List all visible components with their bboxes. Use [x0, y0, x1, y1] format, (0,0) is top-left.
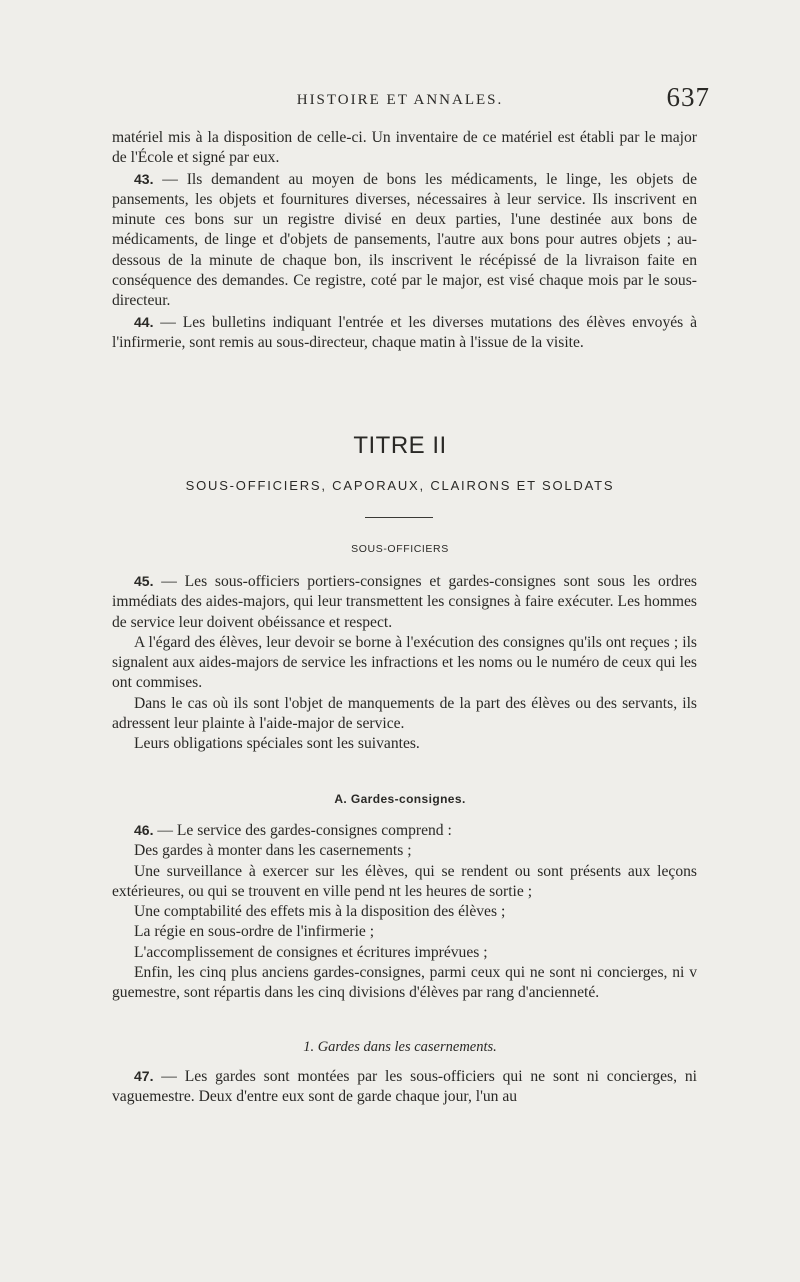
paragraph-text: — Le service des gardes-consignes comprend : — [153, 822, 452, 839]
page-header — [0, 82, 800, 120]
subsection-heading: A. Gardes-consignes. — [334, 792, 466, 806]
article-number: 44. — [134, 313, 154, 330]
text-block-infirmerie — [112, 128, 697, 353]
paragraph-46 — [112, 820, 697, 841]
list-item: Une surveillance à exercer sur les élèves, qui se rendent ou sont présents aux leçons extérieures, ou qui se trouvent en ville pend nt les heures de sortie ; — [112, 862, 697, 900]
list-item: Une comptabilité des effets mis à la disposition des élèves ; — [134, 903, 506, 921]
text-block-gardes-consignes — [112, 820, 697, 1004]
paragraph-43 — [112, 169, 697, 312]
paragraph: A l'égard des élèves, leur devoir se borne à l'exécution des consignes qu'ils ont reçues ; ils signalent aux aides-majors de service les infractions et les noms ou le numéro de ceux qui les ont commises. — [112, 633, 697, 692]
paragraph-44 — [112, 312, 697, 354]
article-number: 47. — [134, 1068, 154, 1084]
running-head: HISTOIRE ET ANNALES. — [296, 92, 504, 108]
list-item: Des gardes à monter dans les casernements ; — [134, 842, 412, 860]
section-subtitle: SOUS-OFFICIERS, CAPORAUX, CLAIRONS ET SOLDATS — [185, 478, 615, 493]
text-block-gardes — [112, 1066, 697, 1108]
article-number: 45. — [134, 573, 154, 589]
paragraph-text: — Ils demandent au moyen de bons les médicaments, le linge, les objets de pansements, les objets et fournitures diverses, nécessaires à leur service. Ils inscrivent en minute ces bons sur un registre divisé en deux parties, l'une destinée aux bons de médicaments, de linge et d'objets de pansements, l'autre aux bons pour autres objets ; au-dessous de la minute de chaque bon, ils inscrivent le récépissé de la livraison faite en conséquence des demandes. Ce registre, coté par le major, est visé chaque mois par le sous-directeur. — [112, 170, 697, 310]
article-number: 43. — [134, 170, 154, 187]
paragraph-continuation: matériel mis à la disposition de celle-ci. Un inventaire de ce matériel est établi par le major de l'École et signé par eux. — [112, 129, 697, 167]
list-item: La régie en sous-ordre de l'infirmerie ; — [134, 923, 375, 941]
paragraph: Leurs obligations spéciales sont les suivantes. — [134, 735, 420, 753]
paragraph-45 — [112, 571, 697, 633]
chapter-heading: SOUS-OFFICIERS — [351, 543, 449, 555]
page-number: 637 — [666, 82, 710, 112]
paragraph-text: — Les sous-officiers portiers-consignes et gardes-consignes sont sous les ordres immédiats des aides-majors, qui leur transmettent les consignes à faire exécuter. Les hommes de service leur doivent obéissance et respect. — [112, 573, 697, 631]
paragraph-text: — Les gardes sont montées par les sous-officiers qui ne sont ni concierges, ni vaguemestre. Deux d'entre eux sont de garde chaque jour, l'un au — [112, 1068, 697, 1106]
list-item: Enfin, les cinq plus anciens gardes-consignes, parmi ceux qui ne sont ni concierges, ni v guemestre, sont répartis dans les cinq divisions d'élèves par rang d'ancienneté. — [112, 964, 697, 1002]
paragraph: Dans le cas où ils sont l'objet de manquements de la part des élèves ou des servants, ils adressent leur plainte à l'aide-major de service. — [112, 694, 697, 733]
list-item: L'accomplissement de consignes et écritures imprévues ; — [134, 943, 488, 961]
section-title: TITRE II — [353, 432, 447, 459]
paragraph-47 — [112, 1066, 697, 1108]
paragraph-text: — Les bulletins indiquant l'entrée et les diverses mutations des élèves envoyés à l'infirmerie, sont remis au sous-directeur, chaque matin à l'issue de la visite. — [112, 313, 697, 351]
text-block-sous-officiers — [112, 571, 697, 755]
article-number: 46. — [134, 822, 154, 838]
divider-rule — [365, 517, 433, 518]
subsubsection-heading: 1. Gardes dans les casernements. — [303, 1039, 497, 1055]
